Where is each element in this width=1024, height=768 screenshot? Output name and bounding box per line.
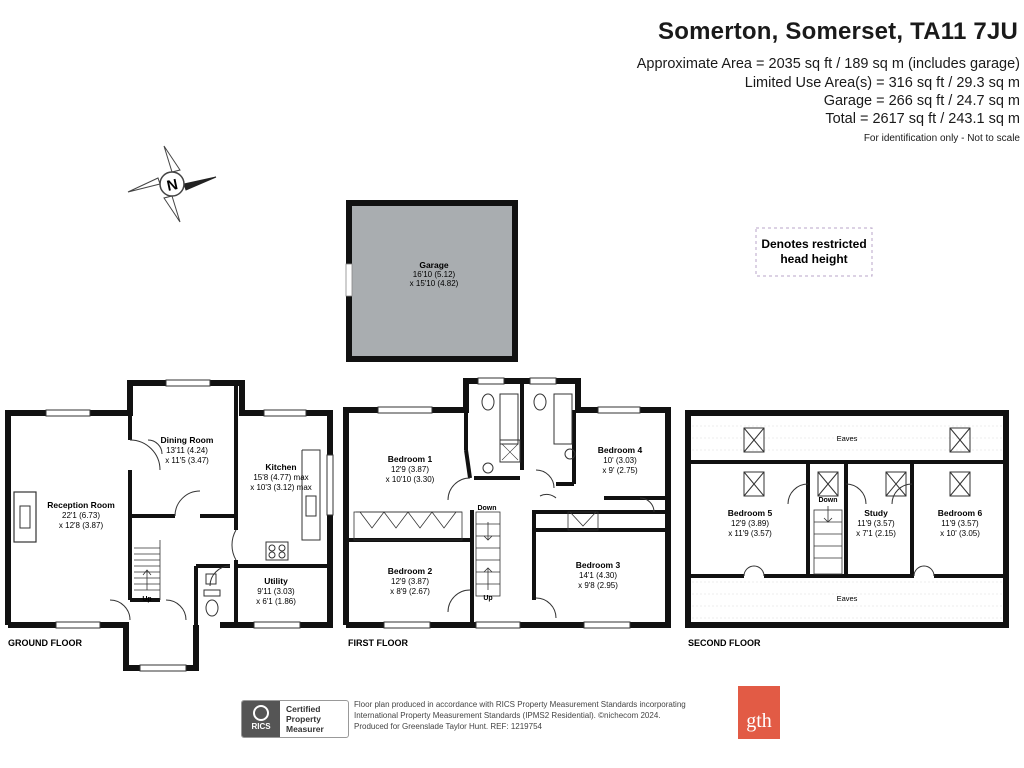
bedroom3-dim2: x 9'8 (2.95) (578, 581, 618, 590)
utility-dim2: x 6'1 (1.86) (256, 597, 296, 606)
property-address-title: Somerton, Somerset, TA11 7JU (658, 18, 1018, 45)
kitchen-dim2: x 10'3 (3.12) max (250, 483, 312, 492)
disclaimer-text: For identification only - Not to scale (863, 133, 1020, 144)
bedroom5-dim1: 12'9 (3.89) (731, 519, 769, 528)
dining-room-dim2: x 11'5 (3.47) (165, 456, 209, 465)
first-stairs-up-label: Up (483, 595, 493, 602)
reception-room-dim1: 22'1 (6.73) (62, 511, 100, 520)
bedroom2-dim1: 12'9 (3.87) (391, 577, 429, 586)
rics-text-line1: Certified (286, 704, 321, 714)
compass-icon (128, 146, 216, 222)
rics-brand: RICS (251, 722, 271, 731)
bedroom5-dim2: x 11'9 (3.57) (728, 529, 772, 538)
study-dim1: 11'9 (3.57) (857, 519, 895, 528)
eaves-bottom-label: Eaves (836, 594, 858, 603)
garage-dim1: 16'10 (5.12) (412, 270, 456, 279)
bedroom1-dim1: 12'9 (3.87) (391, 465, 429, 474)
bedroom3-dim1: 14'1 (4.30) (579, 571, 617, 580)
ground-floor-label: GROUND FLOOR (8, 638, 82, 648)
approximate-area-text: Approximate Area = 2035 sq ft / 189 sq m (includes garage) (636, 56, 1020, 72)
second-floor-label: SECOND FLOOR (688, 638, 761, 648)
dining-room-name: Dining Room (160, 435, 214, 445)
kitchen-name: Kitchen (265, 462, 297, 472)
rics-logo (242, 701, 280, 737)
rics-text-line2: Property (286, 714, 321, 724)
utility-dim1: 9'11 (3.03) (257, 587, 295, 596)
bedroom1-dim2: x 10'10 (3.30) (385, 475, 435, 484)
bedroom5-name: Bedroom 5 (727, 508, 773, 518)
study-dim2: x 7'1 (2.15) (856, 529, 896, 538)
garage-name: Garage (419, 260, 449, 270)
compass-north-label: N (165, 176, 180, 195)
reception-room-name: Reception Room (47, 500, 115, 510)
bedroom4-name: Bedroom 4 (597, 445, 643, 455)
eaves-top-label: Eaves (836, 434, 858, 443)
total-area-text: Total = 2617 sq ft / 243.1 sq m (825, 111, 1020, 127)
second-stairs-down-label: Down (818, 497, 838, 504)
kitchen-dim1: 15'8 (4.77) max (253, 473, 309, 482)
garage-dim2: x 15'10 (4.82) (409, 279, 459, 288)
footer-line2: International Property Measurement Standards (IPMS2 Residential). ©nichecom 2024. (354, 711, 661, 720)
study-name: Study (864, 508, 888, 518)
footer-line1: Floor plan produced in accordance with RICS Property Measurement Standards incorporating (354, 700, 686, 709)
bedroom6-dim1: 11'9 (3.57) (941, 519, 979, 528)
bedroom2-name: Bedroom 2 (387, 566, 433, 576)
dining-room-dim1: 13'11 (4.24) (166, 446, 208, 455)
first-stairs-down-label: Down (477, 505, 497, 512)
footer-disclaimer (354, 699, 686, 732)
bedroom6-name: Bedroom 6 (937, 508, 983, 518)
gth-logo: gth (738, 686, 780, 739)
rics-text-line3: Measurer (286, 724, 324, 734)
rics-certified-badge (241, 700, 349, 738)
bedroom1-name: Bedroom 1 (387, 454, 433, 464)
ground-stairs-up-label: Up (142, 596, 152, 603)
legend-line1: Denotes restricted (761, 237, 867, 251)
rics-seal-icon (253, 705, 269, 721)
rics-badge-text (286, 704, 324, 734)
bedroom3-name: Bedroom 3 (575, 560, 621, 570)
garage-area-text: Garage = 266 sq ft / 24.7 sq m (823, 93, 1020, 109)
bedroom4-dim2: x 9' (2.75) (602, 466, 638, 475)
bedroom6-dim2: x 10' (3.05) (940, 529, 980, 538)
garage-block (346, 200, 518, 362)
limited-use-area-text: Limited Use Area(s) = 316 sq ft / 29.3 sq m (744, 75, 1020, 91)
first-floor-label: FIRST FLOOR (348, 638, 408, 648)
reception-room-dim2: x 12'8 (3.87) (58, 521, 104, 530)
bedroom2-dim2: x 8'9 (2.67) (390, 587, 430, 596)
bedroom4-dim1: 10' (3.03) (603, 456, 637, 465)
utility-name: Utility (264, 576, 288, 586)
legend-line2: head height (780, 252, 848, 266)
footer-line3: Produced for Greenslade Taylor Hunt. REF: 1219754 (354, 722, 542, 731)
